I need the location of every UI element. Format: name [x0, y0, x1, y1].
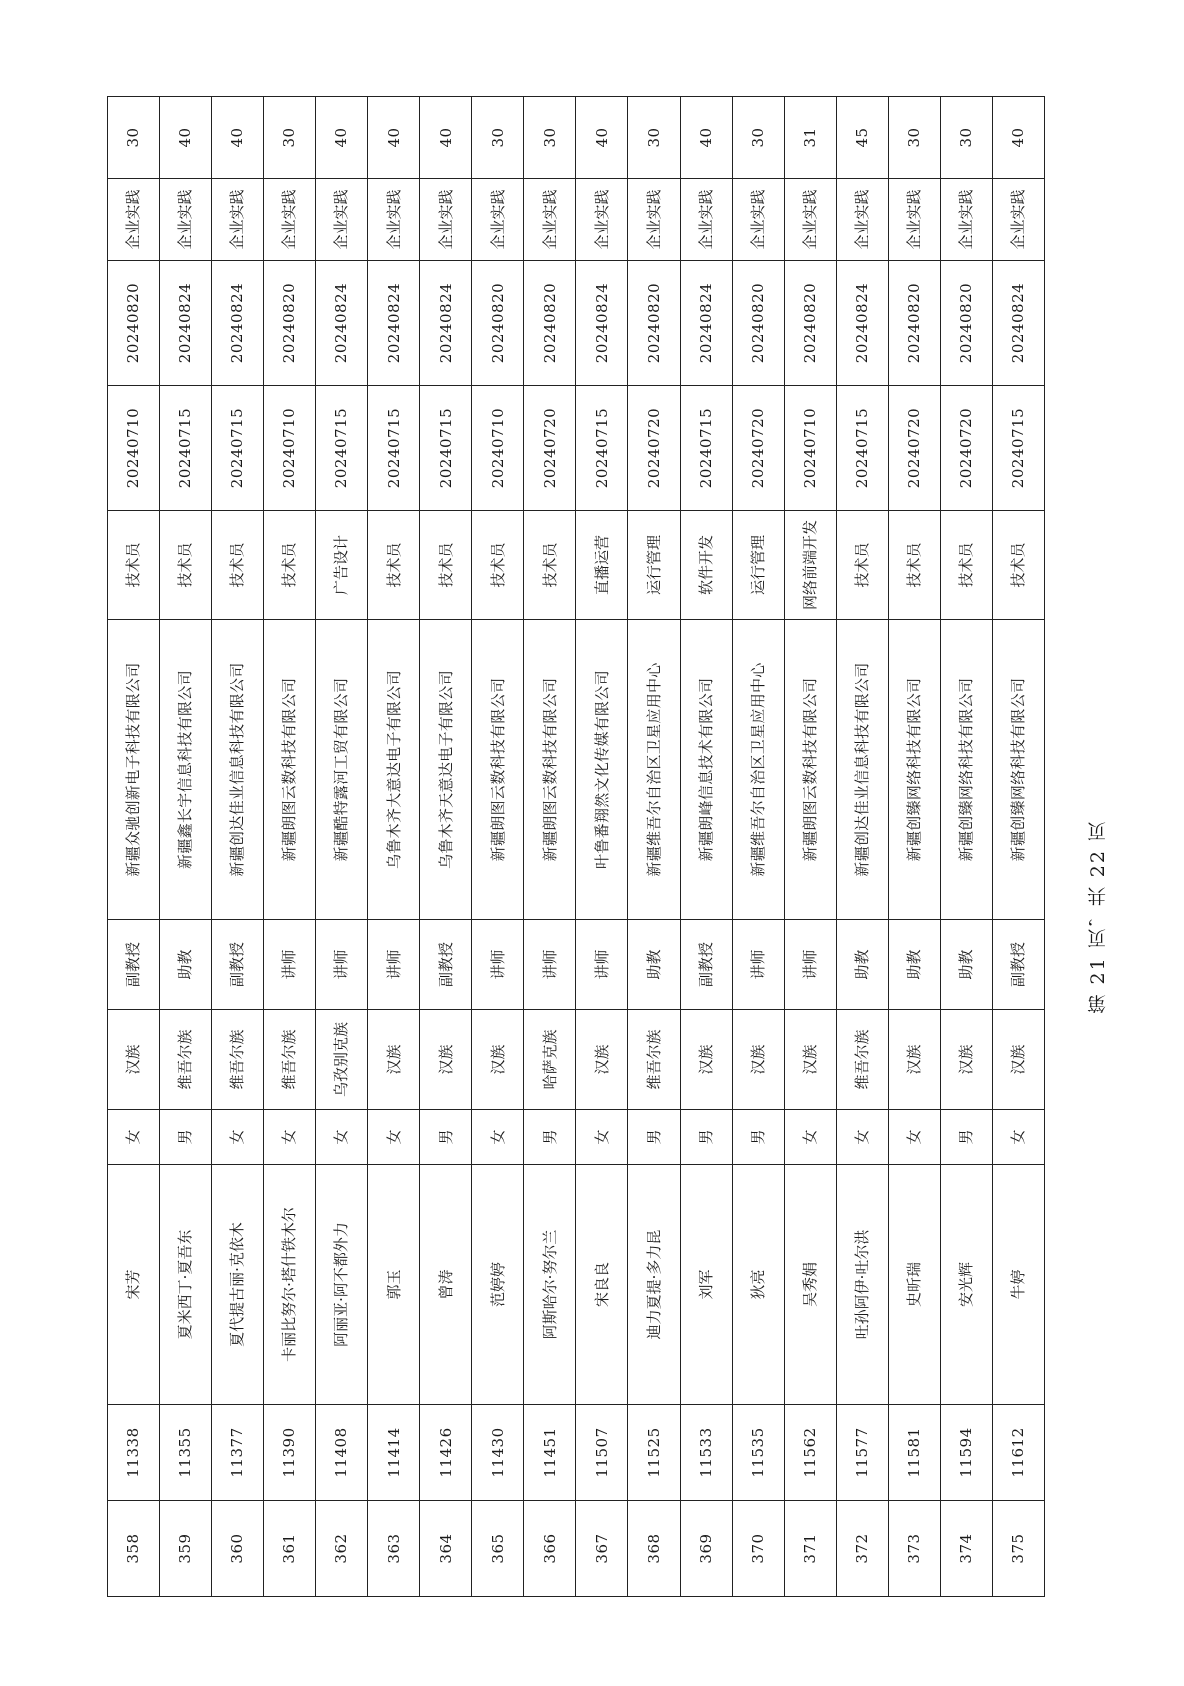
end-date-cell: 20240824	[212, 261, 264, 386]
seq-number-cell: 369	[680, 1501, 732, 1597]
gender-cell: 女	[316, 1110, 368, 1165]
seq-number-cell: 370	[732, 1501, 784, 1597]
table-row	[472, 97, 524, 1597]
seq-number-cell: 366	[524, 1501, 576, 1597]
name-cell: 阿斯哈尔·努尔兰	[524, 1165, 576, 1405]
practice-type-cell: 企业实践	[212, 179, 264, 261]
ethnicity-cell: 汉族	[420, 1010, 472, 1110]
days-cell: 30	[108, 97, 160, 179]
staff-id-cell: 11533	[680, 1405, 732, 1501]
start-date-cell: 20240720	[524, 386, 576, 511]
enterprise-practice-table	[107, 96, 1045, 1597]
page-number-footer: 第 21 页，共 22 页	[1087, 820, 1109, 1014]
company-cell: 新疆鑫长宇信息科技有限公司	[160, 620, 212, 920]
end-date-cell: 20240820	[472, 261, 524, 386]
staff-id-cell: 11562	[784, 1405, 836, 1501]
title-cell: 助教	[888, 920, 940, 1010]
days-cell: 40	[160, 97, 212, 179]
position-cell: 技术员	[472, 511, 524, 620]
start-date-cell: 20240715	[160, 386, 212, 511]
staff-id-cell: 11507	[576, 1405, 628, 1501]
name-cell: 迪力夏提·多力昆	[628, 1165, 680, 1405]
ethnicity-cell: 维吾尔族	[212, 1010, 264, 1110]
ethnicity-cell: 维吾尔族	[264, 1010, 316, 1110]
position-cell: 网络前端开发	[784, 511, 836, 620]
title-cell: 讲师	[732, 920, 784, 1010]
start-date-cell: 20240720	[888, 386, 940, 511]
ethnicity-cell: 乌孜别克族	[316, 1010, 368, 1110]
title-cell: 讲师	[264, 920, 316, 1010]
seq-number-cell: 359	[160, 1501, 212, 1597]
position-cell: 技术员	[940, 511, 992, 620]
table-row	[316, 97, 368, 1597]
gender-cell: 女	[576, 1110, 628, 1165]
company-cell: 新疆朗图云数科技有限公司	[472, 620, 524, 920]
end-date-cell: 20240820	[524, 261, 576, 386]
title-cell: 助教	[160, 920, 212, 1010]
start-date-cell: 20240715	[316, 386, 368, 511]
name-cell: 宋良良	[576, 1165, 628, 1405]
position-cell: 广告设计	[316, 511, 368, 620]
practice-type-cell: 企业实践	[732, 179, 784, 261]
start-date-cell: 20240715	[992, 386, 1044, 511]
company-cell: 新疆创臻网络科技有限公司	[992, 620, 1044, 920]
start-date-cell: 20240715	[680, 386, 732, 511]
days-cell: 30	[732, 97, 784, 179]
ethnicity-cell: 汉族	[576, 1010, 628, 1110]
title-cell: 助教	[628, 920, 680, 1010]
staff-id-cell: 11430	[472, 1405, 524, 1501]
ethnicity-cell: 汉族	[472, 1010, 524, 1110]
name-cell: 牛婷	[992, 1165, 1044, 1405]
table-row	[992, 97, 1044, 1597]
seq-number-cell: 374	[940, 1501, 992, 1597]
gender-cell: 女	[108, 1110, 160, 1165]
company-cell: 新疆创达佳业信息科技有限公司	[836, 620, 888, 920]
start-date-cell: 20240715	[576, 386, 628, 511]
staff-id-cell: 11338	[108, 1405, 160, 1501]
start-date-cell: 20240710	[472, 386, 524, 511]
days-cell: 40	[368, 97, 420, 179]
practice-type-cell: 企业实践	[836, 179, 888, 261]
name-cell: 刘军	[680, 1165, 732, 1405]
days-cell: 30	[628, 97, 680, 179]
title-cell: 助教	[836, 920, 888, 1010]
gender-cell: 女	[784, 1110, 836, 1165]
position-cell: 技术员	[160, 511, 212, 620]
staff-id-cell: 11377	[212, 1405, 264, 1501]
gender-cell: 女	[472, 1110, 524, 1165]
staff-id-cell: 11612	[992, 1405, 1044, 1501]
table-row	[680, 97, 732, 1597]
name-cell: 夏代提古丽·克依木	[212, 1165, 264, 1405]
company-cell: 新疆朗图云数科技有限公司	[264, 620, 316, 920]
gender-cell: 男	[680, 1110, 732, 1165]
end-date-cell: 20240820	[888, 261, 940, 386]
company-cell: 新疆维吾尔自治区卫星应用中心	[628, 620, 680, 920]
company-cell: 新疆酷特露河工贸有限公司	[316, 620, 368, 920]
start-date-cell: 20240720	[732, 386, 784, 511]
staff-id-cell: 11594	[940, 1405, 992, 1501]
start-date-cell: 20240715	[368, 386, 420, 511]
gender-cell: 女	[836, 1110, 888, 1165]
ethnicity-cell: 汉族	[940, 1010, 992, 1110]
table-row	[732, 97, 784, 1597]
position-cell: 技术员	[836, 511, 888, 620]
end-date-cell: 20240824	[576, 261, 628, 386]
name-cell: 夏米西丁·夏吾东	[160, 1165, 212, 1405]
title-cell: 助教	[940, 920, 992, 1010]
end-date-cell: 20240820	[732, 261, 784, 386]
table-row	[108, 97, 160, 1597]
ethnicity-cell: 维吾尔族	[160, 1010, 212, 1110]
days-cell: 30	[524, 97, 576, 179]
ethnicity-cell: 维吾尔族	[836, 1010, 888, 1110]
name-cell: 阿丽亚·阿不都外力	[316, 1165, 368, 1405]
company-cell: 新疆朗峰信息技术有限公司	[680, 620, 732, 920]
practice-type-cell: 企业实践	[420, 179, 472, 261]
days-cell: 40	[212, 97, 264, 179]
ethnicity-cell: 汉族	[732, 1010, 784, 1110]
seq-number-cell: 362	[316, 1501, 368, 1597]
end-date-cell: 20240824	[368, 261, 420, 386]
seq-number-cell: 361	[264, 1501, 316, 1597]
position-cell: 技术员	[368, 511, 420, 620]
title-cell: 副教授	[420, 920, 472, 1010]
position-cell: 运行管理	[628, 511, 680, 620]
end-date-cell: 20240824	[992, 261, 1044, 386]
staff-id-cell: 11414	[368, 1405, 420, 1501]
practice-type-cell: 企业实践	[888, 179, 940, 261]
seq-number-cell: 367	[576, 1501, 628, 1597]
gender-cell: 女	[368, 1110, 420, 1165]
name-cell: 安光辉	[940, 1165, 992, 1405]
days-cell: 45	[836, 97, 888, 179]
seq-number-cell: 364	[420, 1501, 472, 1597]
table-row	[888, 97, 940, 1597]
seq-number-cell: 363	[368, 1501, 420, 1597]
gender-cell: 男	[628, 1110, 680, 1165]
title-cell: 讲师	[576, 920, 628, 1010]
title-cell: 讲师	[368, 920, 420, 1010]
table-row	[784, 97, 836, 1597]
ethnicity-cell: 汉族	[888, 1010, 940, 1110]
end-date-cell: 20240824	[160, 261, 212, 386]
seq-number-cell: 360	[212, 1501, 264, 1597]
name-cell: 曾涛	[420, 1165, 472, 1405]
table-row	[420, 97, 472, 1597]
practice-type-cell: 企业实践	[160, 179, 212, 261]
end-date-cell: 20240820	[628, 261, 680, 386]
title-cell: 副教授	[212, 920, 264, 1010]
gender-cell: 女	[888, 1110, 940, 1165]
ethnicity-cell: 维吾尔族	[628, 1010, 680, 1110]
gender-cell: 男	[160, 1110, 212, 1165]
name-cell: 史昕瑞	[888, 1165, 940, 1405]
days-cell: 40	[680, 97, 732, 179]
practice-type-cell: 企业实践	[992, 179, 1044, 261]
ethnicity-cell: 哈萨克族	[524, 1010, 576, 1110]
gender-cell: 女	[264, 1110, 316, 1165]
title-cell: 讲师	[524, 920, 576, 1010]
position-cell: 技术员	[992, 511, 1044, 620]
end-date-cell: 20240824	[316, 261, 368, 386]
practice-type-cell: 企业实践	[264, 179, 316, 261]
practice-type-cell: 企业实践	[628, 179, 680, 261]
table-row	[940, 97, 992, 1597]
company-cell: 新疆维吾尔自治区卫星应用中心	[732, 620, 784, 920]
ethnicity-cell: 汉族	[108, 1010, 160, 1110]
days-cell: 30	[264, 97, 316, 179]
end-date-cell: 20240824	[420, 261, 472, 386]
end-date-cell: 20240824	[836, 261, 888, 386]
staff-id-cell: 11577	[836, 1405, 888, 1501]
days-cell: 40	[420, 97, 472, 179]
staff-id-cell: 11451	[524, 1405, 576, 1501]
table-body	[108, 97, 1045, 1597]
title-cell: 副教授	[680, 920, 732, 1010]
practice-type-cell: 企业实践	[524, 179, 576, 261]
start-date-cell: 20240720	[940, 386, 992, 511]
company-cell: 新疆众驰创新电子科技有限公司	[108, 620, 160, 920]
position-cell: 直播运营	[576, 511, 628, 620]
company-cell: 乌鲁木齐大意达电子有限公司	[368, 620, 420, 920]
seq-number-cell: 373	[888, 1501, 940, 1597]
company-cell: 新疆创臻网络科技有限公司	[888, 620, 940, 920]
position-cell: 技术员	[888, 511, 940, 620]
days-cell: 30	[888, 97, 940, 179]
gender-cell: 男	[732, 1110, 784, 1165]
ethnicity-cell: 汉族	[784, 1010, 836, 1110]
staff-id-cell: 11408	[316, 1405, 368, 1501]
table-row	[524, 97, 576, 1597]
days-cell: 30	[940, 97, 992, 179]
gender-cell: 男	[420, 1110, 472, 1165]
title-cell: 副教授	[992, 920, 1044, 1010]
start-date-cell: 20240715	[836, 386, 888, 511]
start-date-cell: 20240715	[420, 386, 472, 511]
seq-number-cell: 372	[836, 1501, 888, 1597]
end-date-cell: 20240820	[264, 261, 316, 386]
table-row	[264, 97, 316, 1597]
practice-type-cell: 企业实践	[680, 179, 732, 261]
staff-id-cell: 11535	[732, 1405, 784, 1501]
seq-number-cell: 368	[628, 1501, 680, 1597]
start-date-cell: 20240715	[212, 386, 264, 511]
position-cell: 技术员	[420, 511, 472, 620]
table-row	[836, 97, 888, 1597]
end-date-cell: 20240820	[940, 261, 992, 386]
company-cell: 新疆朗图云数科技有限公司	[784, 620, 836, 920]
company-cell: 新疆创臻网络科技有限公司	[940, 620, 992, 920]
seq-number-cell: 365	[472, 1501, 524, 1597]
name-cell: 吴秀娟	[784, 1165, 836, 1405]
name-cell: 吐孙阿伊·吐尔洪	[836, 1165, 888, 1405]
seq-number-cell: 358	[108, 1501, 160, 1597]
end-date-cell: 20240820	[108, 261, 160, 386]
table-row	[212, 97, 264, 1597]
practice-type-cell: 企业实践	[784, 179, 836, 261]
end-date-cell: 20240824	[680, 261, 732, 386]
position-cell: 运行管理	[732, 511, 784, 620]
practice-type-cell: 企业实践	[368, 179, 420, 261]
gender-cell: 男	[524, 1110, 576, 1165]
seq-number-cell: 371	[784, 1501, 836, 1597]
name-cell: 郭玉	[368, 1165, 420, 1405]
table-row	[368, 97, 420, 1597]
company-cell: 叶鲁番翔然文化传媒有限公司	[576, 620, 628, 920]
name-cell: 范婷婷	[472, 1165, 524, 1405]
practice-type-cell: 企业实践	[576, 179, 628, 261]
ethnicity-cell: 汉族	[992, 1010, 1044, 1110]
title-cell: 副教授	[108, 920, 160, 1010]
ethnicity-cell: 汉族	[368, 1010, 420, 1110]
start-date-cell: 20240710	[264, 386, 316, 511]
name-cell: 狄亮	[732, 1165, 784, 1405]
days-cell: 31	[784, 97, 836, 179]
practice-type-cell: 企业实践	[472, 179, 524, 261]
table-row	[576, 97, 628, 1597]
days-cell: 40	[992, 97, 1044, 179]
practice-type-cell: 企业实践	[940, 179, 992, 261]
practice-type-cell: 企业实践	[316, 179, 368, 261]
gender-cell: 男	[940, 1110, 992, 1165]
company-cell: 乌鲁木齐天意达电子有限公司	[420, 620, 472, 920]
name-cell: 宋芳	[108, 1165, 160, 1405]
table-row	[628, 97, 680, 1597]
staff-id-cell: 11426	[420, 1405, 472, 1501]
position-cell: 技术员	[264, 511, 316, 620]
seq-number-cell: 375	[992, 1501, 1044, 1597]
days-cell: 40	[576, 97, 628, 179]
gender-cell: 女	[212, 1110, 264, 1165]
staff-id-cell: 11355	[160, 1405, 212, 1501]
rotated-table-region	[107, 117, 1045, 1597]
staff-id-cell: 11581	[888, 1405, 940, 1501]
position-cell: 软件开发	[680, 511, 732, 620]
staff-id-cell: 11390	[264, 1405, 316, 1501]
table-row	[160, 97, 212, 1597]
practice-type-cell: 企业实践	[108, 179, 160, 261]
position-cell: 技术员	[108, 511, 160, 620]
title-cell: 讲师	[316, 920, 368, 1010]
name-cell: 卡丽比努尔·塔什铁木尔	[264, 1165, 316, 1405]
start-date-cell: 20240720	[628, 386, 680, 511]
ethnicity-cell: 汉族	[680, 1010, 732, 1110]
start-date-cell: 20240710	[108, 386, 160, 511]
position-cell: 技术员	[212, 511, 264, 620]
start-date-cell: 20240710	[784, 386, 836, 511]
end-date-cell: 20240820	[784, 261, 836, 386]
days-cell: 40	[316, 97, 368, 179]
days-cell: 30	[472, 97, 524, 179]
company-cell: 新疆创达佳业信息科技有限公司	[212, 620, 264, 920]
title-cell: 讲师	[472, 920, 524, 1010]
staff-id-cell: 11525	[628, 1405, 680, 1501]
title-cell: 讲师	[784, 920, 836, 1010]
company-cell: 新疆朗图云数科技有限公司	[524, 620, 576, 920]
position-cell: 技术员	[524, 511, 576, 620]
gender-cell: 女	[992, 1110, 1044, 1165]
